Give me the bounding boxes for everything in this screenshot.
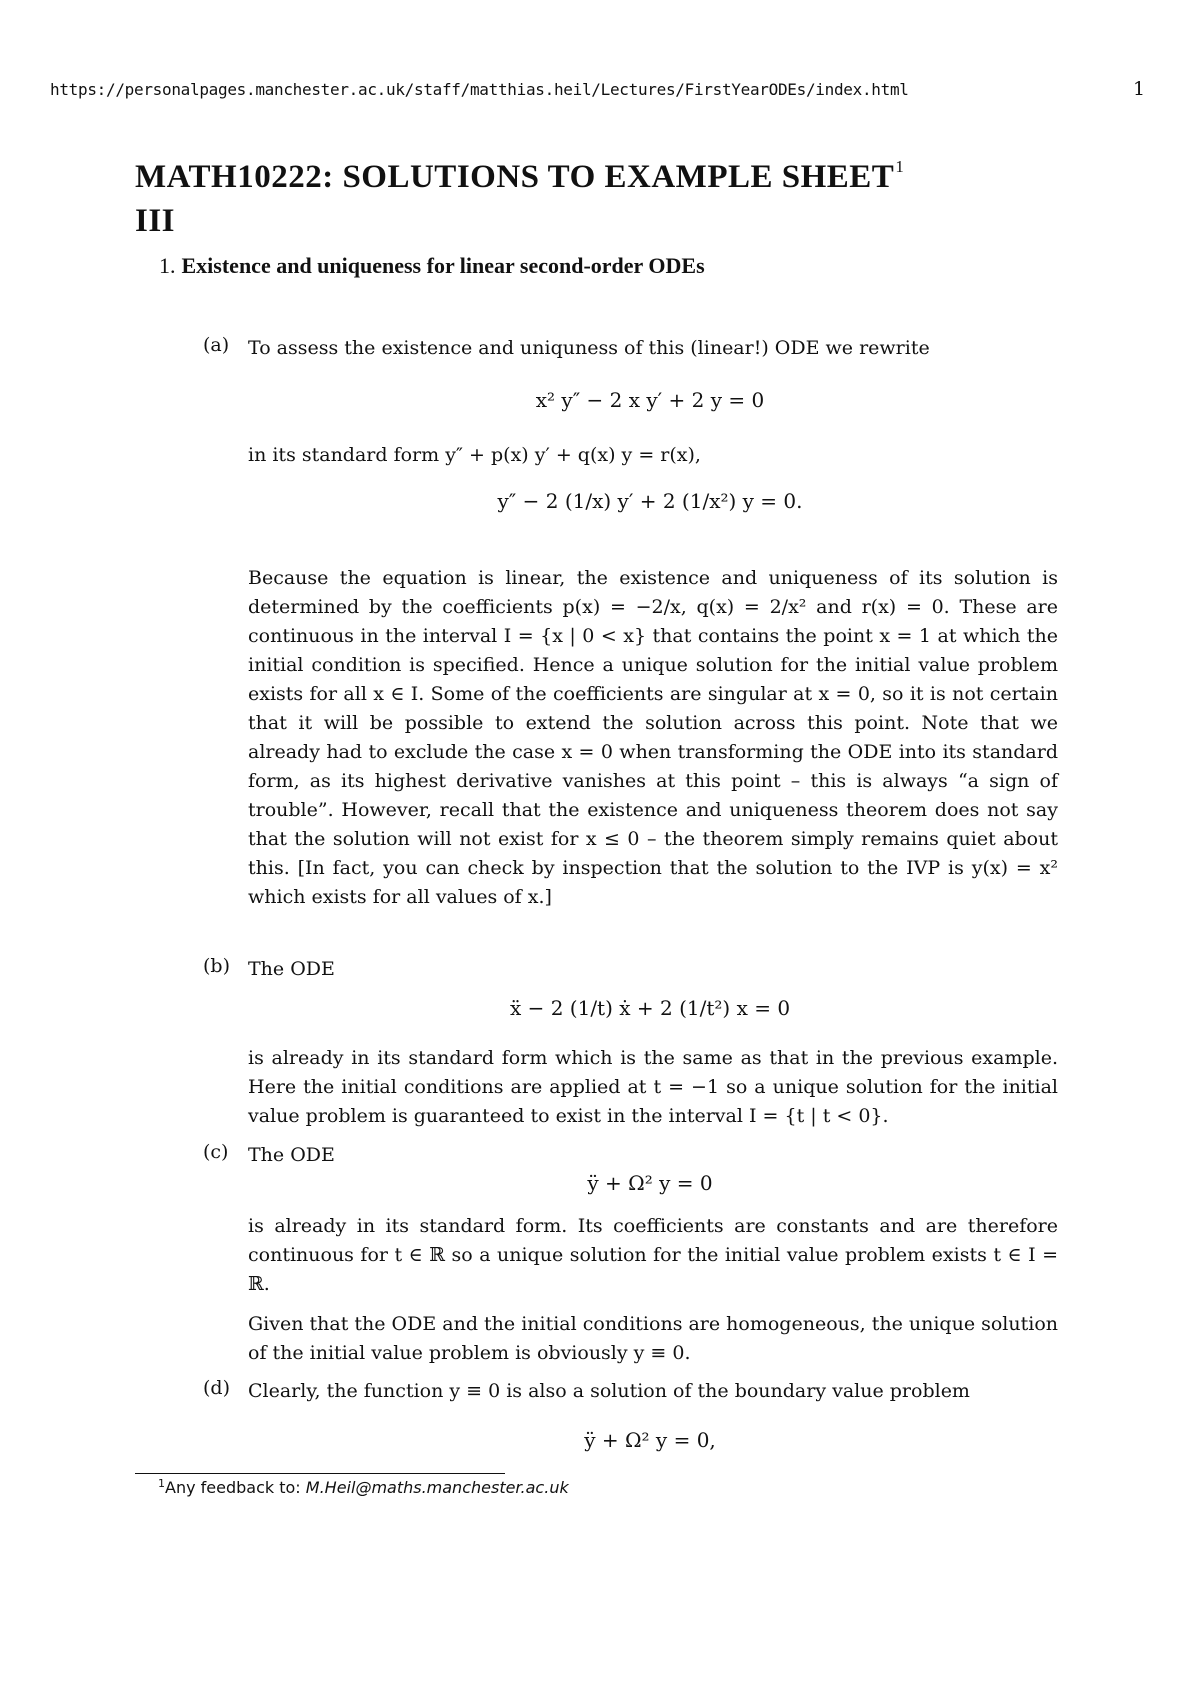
title-line-2: III (135, 203, 176, 239)
item-c-body-2: Given that the ODE and the initial conditions are homogeneous, the unique solution of the initial value problem is obviously y ≡ 0. (248, 1313, 1058, 1364)
footnote (158, 1477, 569, 1497)
section-title: Existence and uniqueness for linear second-order ODEs (181, 253, 705, 278)
item-label-c: (c) (203, 1141, 229, 1163)
equation-a-1-text: x² y″ − 2 x y′ + 2 y = 0 (535, 388, 765, 412)
item-a-body: Because the equation is linear, the existence and uniqueness of its solution is determined by the coefficients p(x) = −2/x, q(x) = 2/x² and r(x) = 0. These are continuous in the interval I = {x | 0 < x} that contains the point x = 1 at which the initial condition is specified. Hence a unique solution for the initial value problem exists for all x ∈ I. Some of the coefficients are singular at x = 0, so it is not certain that it will be possible to extend the solution across this point. Note that we already had to exclude the case x = 0 when transforming the ODE into its standard form, as its highest derivative vanishes at this point – this is always “a sign of trouble”. However, recall that the existence and uniqueness theorem does not say that the solution will not exist for x ≤ 0 – the theorem simply remains quiet about this. [In fact, you can check by inspection that the solution to the IVP is y(x) = x² which exists for all values of x.] (248, 567, 1058, 908)
item-c-intro: The ODE (248, 1144, 335, 1166)
equation-a-2-text: y″ − 2 (1/x) y′ + 2 (1/x²) y = 0. (497, 489, 803, 513)
title-footnote-marker: 1 (895, 157, 905, 176)
equation-a-1 (0, 388, 1200, 412)
page-title (135, 145, 1095, 243)
equation-b-text: ẍ − 2 (1/t) ẋ + 2 (1/t²) x = 0 (509, 996, 791, 1020)
equation-d (0, 1428, 1200, 1452)
item-label-b: (b) (203, 955, 230, 977)
item-label-a: (a) (203, 334, 230, 356)
page-number: 1 (1133, 78, 1146, 100)
item-b-intro: The ODE (248, 958, 335, 980)
footnote-text: Any feedback to: (165, 1478, 301, 1497)
equation-d-text: ÿ + Ω² y = 0, (584, 1428, 716, 1452)
section-heading (159, 253, 705, 279)
footnote-email[interactable]: M.Heil@maths.manchester.ac.uk (305, 1478, 569, 1497)
equation-a-2 (0, 489, 1200, 513)
footnote-marker: 1 (158, 1477, 165, 1490)
equation-b (0, 996, 1200, 1020)
item-a-intro: To assess the existence and uniquness of this (linear!) ODE we rewrite (248, 337, 930, 359)
item-label-d: (d) (203, 1377, 230, 1399)
title-line-1: MATH10222: SOLUTIONS TO EXAMPLE SHEET (135, 159, 895, 195)
footnote-rule (135, 1473, 505, 1474)
section-number: 1. (159, 253, 176, 278)
item-a-standard-form: in its standard form y″ + p(x) y′ + q(x) y = r(x), (248, 444, 701, 466)
equation-c-text: ÿ + Ω² y = 0 (587, 1171, 713, 1195)
item-b-body: is already in its standard form which is the same as that in the previous example. Here the initial conditions are applied at t = −1 so a unique solution for the initial value problem is guaranteed to exist in the interval I = {t | t < 0}. (248, 1047, 1058, 1127)
header-url: https://personalpages.manchester.ac.uk/staff/matthias.heil/Lectures/FirstYearODEs/index.html (50, 80, 909, 99)
item-d-intro: Clearly, the function y ≡ 0 is also a solution of the boundary value problem (248, 1380, 970, 1402)
equation-c (0, 1171, 1200, 1195)
item-c-body-1: is already in its standard form. Its coefficients are constants and are therefore continuous for t ∈ ℝ so a unique solution for the initial value problem exists t ∈ I = ℝ. (248, 1215, 1058, 1295)
